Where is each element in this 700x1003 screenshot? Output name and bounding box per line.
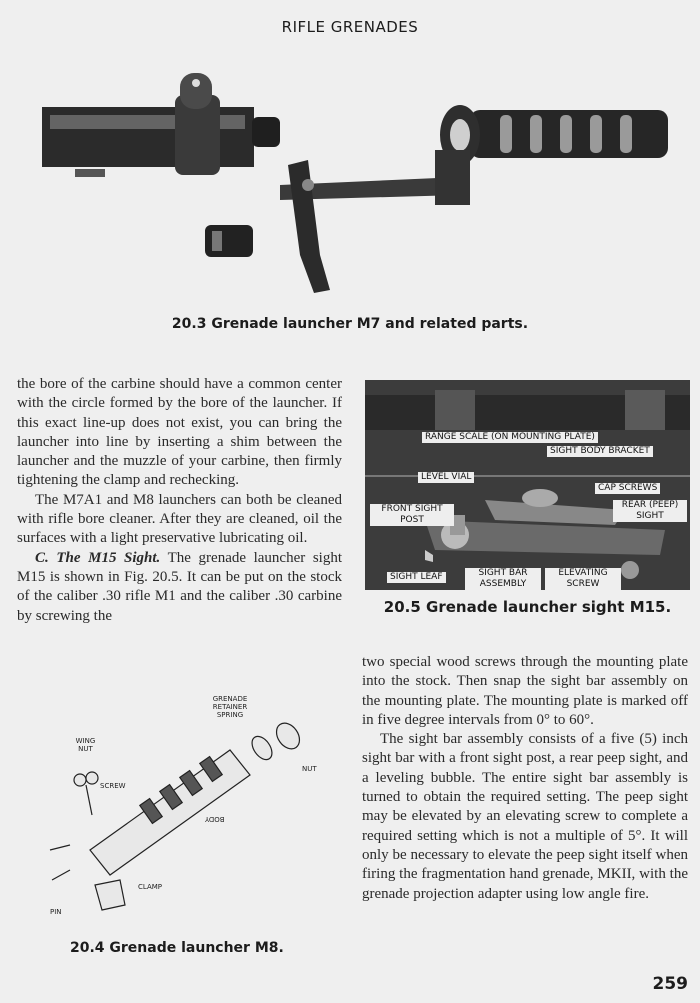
- figure-launcher-m7-photo: [30, 55, 680, 300]
- paragraph: The M7A1 and M8 launchers can both be cleaned with rifle bore cleaner. After they are cleaned, oil the surfaces with a light preservative lubricating oil.: [17, 491, 342, 547]
- paragraph: The sight bar assembly consists of a five (5) inch sight bar with a front sight post, a rear peep sight, and a leveling bubble. The entire sight bar assembly is turned to obtain the required setting. The peep sight may be elevated by an elevating screw to complete a required setting which is not a multiple of 5°. It will only be necessary to elevate the peep sight itself when firing the fragmentation hand grenade, MKII, with the grenade projection adapter using low angle fire.: [362, 731, 688, 902]
- figure-caption-m15: 20.5 Grenade launcher sight M15.: [383, 598, 672, 616]
- figure-sight-m15-photo: [365, 380, 690, 590]
- text-column-left: [17, 375, 342, 626]
- label-nut: NUT: [302, 765, 317, 773]
- label-sight-leaf: SIGHT LEAF: [387, 572, 446, 583]
- paragraph-text: The grenade launcher sight M15 is shown in Fig. 20.5. It can be put on the stock of the caliber .30 rifle M1 and the caliber .30 carbine by screwing the: [17, 549, 343, 624]
- label-body: BODY: [205, 815, 225, 823]
- page-number: 259: [652, 974, 688, 994]
- label-elevating-screw: ELEVATING SCREW: [545, 568, 621, 590]
- label-rear-peep-sight: REAR (PEEP) SIGHT: [613, 500, 687, 522]
- text-column-right: [362, 653, 688, 904]
- label-wing-nut: WING NUT: [75, 737, 96, 753]
- label-screw: SCREW: [100, 782, 126, 790]
- figure-launcher-m8-drawing: [40, 690, 330, 920]
- label-pin: PIN: [50, 908, 62, 916]
- section-heading: C. The M15 Sight.: [35, 549, 161, 566]
- label-level-vial: LEVEL VIAL: [418, 472, 474, 483]
- label-clamp: CLAMP: [138, 883, 162, 891]
- label-sight-body-bracket: SIGHT BODY BRACKET: [547, 446, 653, 457]
- m8-drawing-art: [40, 690, 330, 920]
- figure-caption-m7: 20.3 Grenade launcher M7 and related parts.: [171, 316, 529, 332]
- paragraph: the bore of the carbine should have a common center with the circle formed by the bore of the launcher. If this exact line-up does not exist, you can bring the launcher into line by inserting a shim between the launcher and the muzzle of your carbine, then firmly tightening the clamp and rechecking.: [17, 376, 342, 489]
- label-cap-screws: CAP SCREWS: [595, 483, 660, 494]
- label-sight-bar-assembly: SIGHT BAR ASSEMBLY: [465, 568, 541, 590]
- paragraph: two special wood screws through the mounting plate into the stock. Then snap the sight bar assembly on the mounting plate. The mounting plate is marked off in five degree intervals from 0° to 60°.: [362, 654, 688, 728]
- running-header: RIFLE GRENADES: [281, 18, 419, 36]
- figure-caption-m8: 20.4 Grenade launcher M8.: [70, 940, 284, 956]
- label-front-sight-post: FRONT SIGHT POST: [370, 504, 454, 526]
- paragraph: [17, 549, 342, 626]
- label-range-scale: RANGE SCALE (ON MOUNTING PLATE): [422, 432, 598, 443]
- label-grenade-retainer-spring: GRENADE RETAINER SPRING: [212, 695, 248, 719]
